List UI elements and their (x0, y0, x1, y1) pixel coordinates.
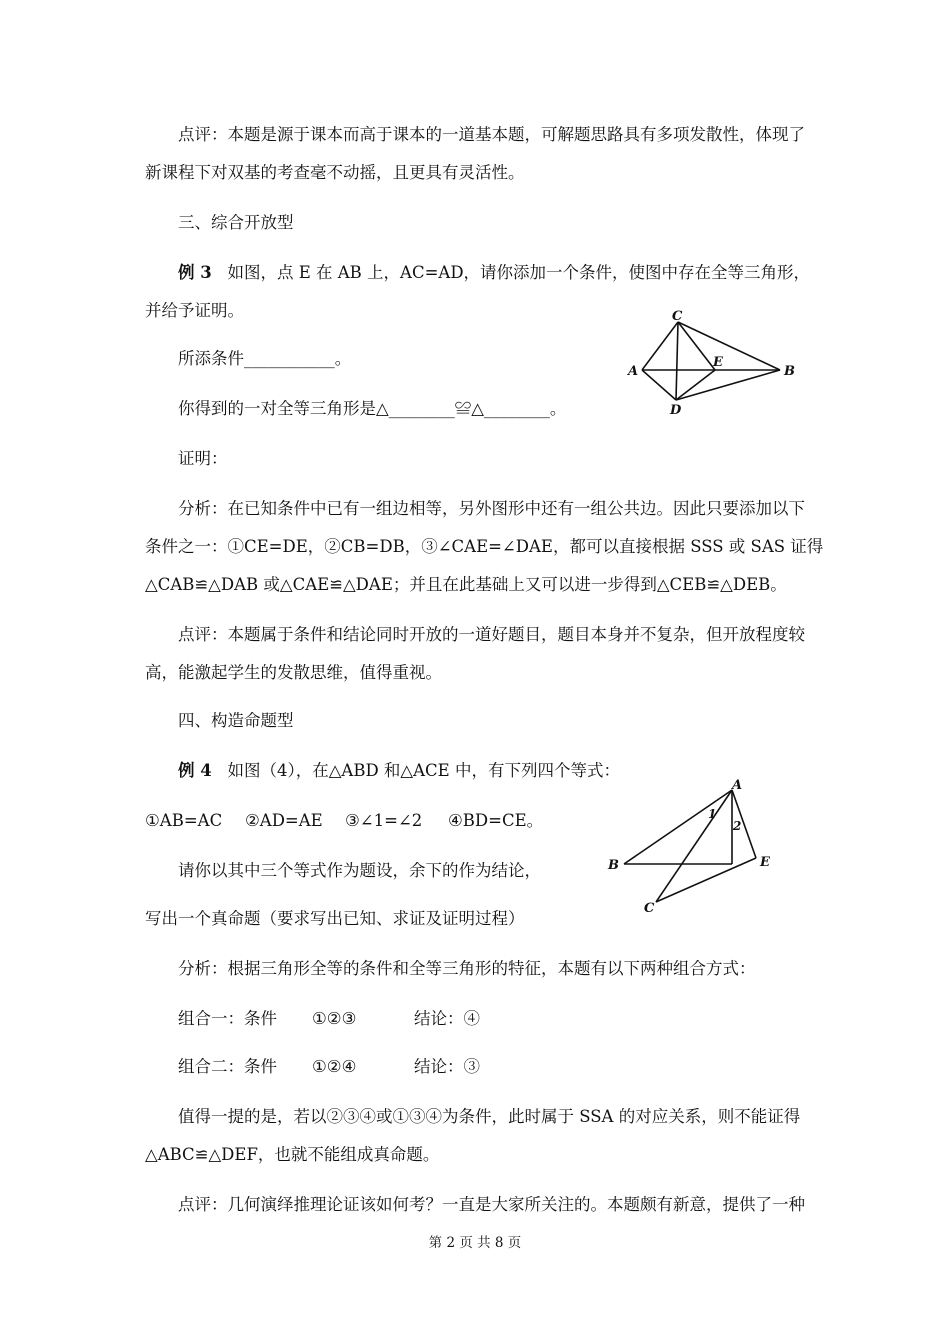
section-heading-4: 四、构造命题型 (178, 711, 294, 730)
comment-1-line-2: 新课程下对双基的考查毫不动摇，且更具有灵活性。 (145, 163, 525, 182)
combo-2-condition: ①②④ (312, 1057, 357, 1076)
combo-2-conclusion: 结论：③ (414, 1057, 480, 1076)
label-c: C (644, 901, 655, 916)
analysis-3-line-3: △CAB≌△DAB 或△CAE≌△DAE；并且在此基础上又可以进一步得到△CEB≌△DEB。 (145, 575, 787, 594)
combo-1-condition: ①②③ (312, 1009, 357, 1028)
figure-example-4 (600, 780, 800, 920)
seg-de (676, 370, 715, 400)
figure-example-3 (620, 308, 820, 418)
proof-label: 证明： (178, 449, 228, 468)
comment-3-line-1: 点评：几何演绎推理论证该如何考？一直是大家所关注的。本题颇有新意，提供了一种 (178, 1195, 805, 1214)
equation-3: ③∠1=∠2 (345, 811, 423, 830)
combo-2-label: 组合二：条件 (178, 1057, 277, 1076)
question-line-1: 请你以其中三个等式作为题设，余下的作为结论， (178, 861, 541, 880)
example-3-label: 例 3 (178, 263, 212, 282)
note-line-1: 值得一提的是，若以②③④或①③④为条件，此时属于 SSA 的对应关系，则不能证得 (178, 1107, 801, 1126)
equation-1: ①AB=AC (145, 811, 223, 830)
question-line-2: 写出一个真命题（要求写出已知、求证及证明过程） (145, 909, 525, 928)
label-angle-1: 1 (708, 807, 717, 821)
comment-2-line-1: 点评：本题属于条件和结论同时开放的一道好题目，题目本身并不复杂，但开放程度较 (178, 625, 805, 644)
example-3-line-2: 并给予证明。 (145, 301, 244, 320)
page-footer: 第 2 页 共 8 页 (428, 1235, 522, 1251)
comment-1-line-1: 点评：本题是源于课本而高于课本的一道基本题，可解题思路具有多项发散性，体现了 (178, 125, 805, 144)
seg-cb (678, 322, 780, 370)
label-c: C (672, 309, 683, 324)
seg-cd (676, 322, 678, 400)
analysis-4: 分析：根据三角形全等的条件和全等三角形的特征，本题有以下两种组合方式： (178, 959, 756, 978)
label-angle-2: 2 (733, 819, 742, 833)
congruent-pair-blank: 你得到的一对全等三角形是△________≌△________。 (178, 399, 567, 418)
comment-2-line-2: 高，能激起学生的发散思维，值得重视。 (145, 663, 442, 682)
equation-2: ②AD=AE (245, 811, 323, 830)
equation-4: ④BD=CE。 (448, 811, 544, 830)
label-e: E (713, 355, 723, 370)
label-d: D (670, 403, 682, 418)
seg-ad (642, 370, 676, 400)
seg-ce (678, 322, 715, 370)
example-4-label: 例 4 (178, 761, 212, 780)
seg-ab (624, 790, 732, 864)
label-e: E (760, 855, 770, 870)
label-a: A (732, 778, 743, 793)
combo-1-conclusion: 结论：④ (414, 1009, 480, 1028)
example-4-line-1 (178, 760, 620, 782)
analysis-3-line-1: 分析：在已知条件中已有一组边相等，另外图形中还有一组公共边。因此只要添加以下 (178, 499, 805, 518)
label-b: B (608, 858, 619, 873)
combo-1-label: 组合一：条件 (178, 1009, 277, 1028)
label-b: B (784, 364, 795, 379)
example-3-text: 如图，点 E 在 AB 上，AC=AD，请你添加一个条件，使图中存在全等三角形， (227, 263, 811, 282)
section-heading-3: 三、综合开放型 (178, 213, 294, 232)
added-condition-blank: 所添条件___________。 (178, 349, 352, 368)
seg-ac (642, 322, 678, 370)
label-a: A (628, 364, 639, 379)
example-4-text: 如图（4），在△ABD 和△ACE 中，有下列四个等式： (227, 761, 620, 780)
seg-db (676, 370, 780, 400)
example-3-line-1 (178, 262, 810, 284)
note-line-2: △ABC≌△DEF，也就不能组成真命题。 (145, 1145, 440, 1164)
analysis-3-line-2: 条件之一：①CE=DE，②CB=DB，③∠CAE=∠DAE，都可以直接根据 SSS 或 SAS 证得 (145, 537, 824, 556)
